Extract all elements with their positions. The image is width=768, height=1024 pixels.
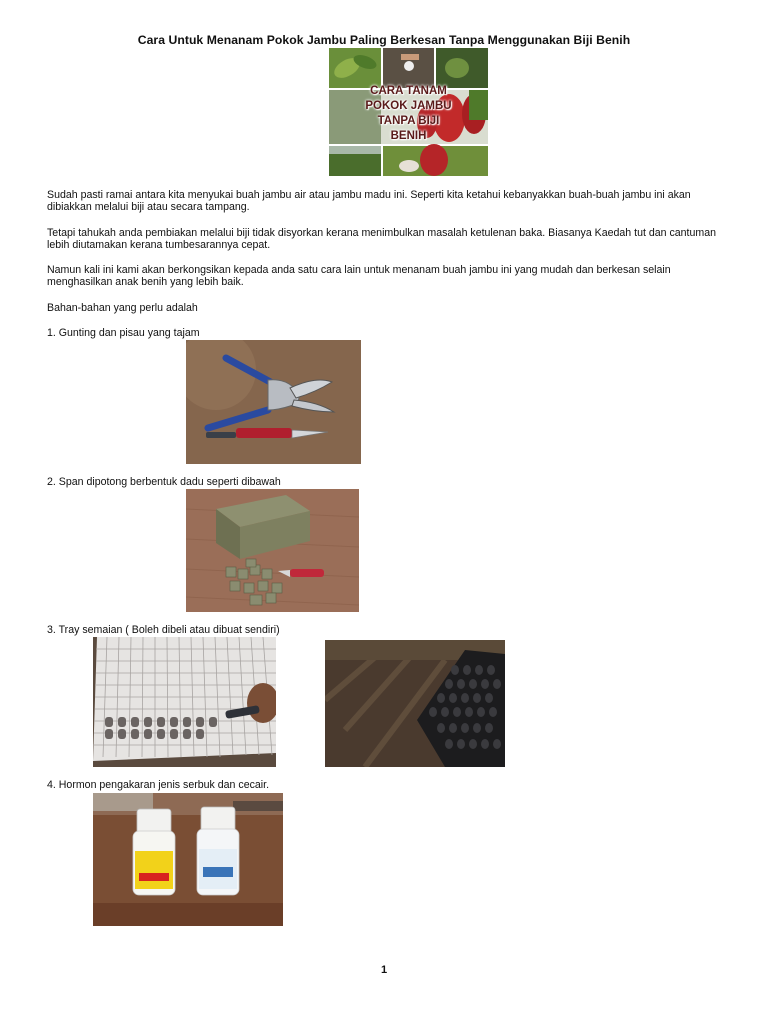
page-number: 1 bbox=[380, 964, 388, 976]
item-4-label: 4. Hormon pengakaran jenis serbuk dan cecair. bbox=[47, 779, 270, 791]
document-title: Cara Untuk Menanam Pokok Jambu Paling Berkesan Tanpa Menggunakan Biji Benih bbox=[137, 33, 631, 47]
item-3-label: 3. Tray semaian ( Boleh dibeli atau dibuat sendiri) bbox=[47, 624, 280, 636]
paragraph-1: Sudah pasti ramai antara kita menyukai buah jambu air atau jambu madu ini. Seperti kita ketahui kebanyakkan buah-buah jambu ini akan dibiakkan melalui biji atau secara tampang. bbox=[47, 189, 691, 214]
cover-line-4: BENIH bbox=[390, 130, 427, 142]
item-1-label: 1. Gunting dan pisau yang tajam bbox=[47, 327, 200, 339]
item-2-label: 2. Span dipotong berbentuk dadu seperti dibawah bbox=[47, 476, 281, 488]
paragraph-4: Bahan-bahan yang perlu adalah bbox=[47, 302, 198, 314]
cover-line-1: CARA TANAM bbox=[370, 85, 447, 97]
seedling-tray-grid-image bbox=[93, 637, 276, 767]
cover-line-2: POKOK JAMBU bbox=[365, 100, 452, 112]
paragraph-3: Namun kali ini kami akan berkongsikan kepada anda satu cara lain untuk menanam buah jambu ini yang mudah dan berkesan selain menghasilkan anak benih yang lebih baik. bbox=[47, 264, 671, 289]
rooting-hormone-image bbox=[93, 793, 283, 926]
cover-line-3: TANPA BIJI bbox=[377, 115, 440, 127]
seedling-tray-soil-image bbox=[325, 640, 505, 767]
pruning-shears-image bbox=[186, 340, 361, 464]
sponge-cubes-image bbox=[186, 489, 359, 612]
cover-collage-image bbox=[329, 48, 488, 176]
paragraph-2: Tetapi tahukah anda pembiakan melalui biji tidak disyorkan kerana menimbulkan masalah ketulenan baka. Biasanya Kaedah tut dan cantuman lebih diutamakan kerana tumbesarannya cepat. bbox=[47, 227, 717, 252]
